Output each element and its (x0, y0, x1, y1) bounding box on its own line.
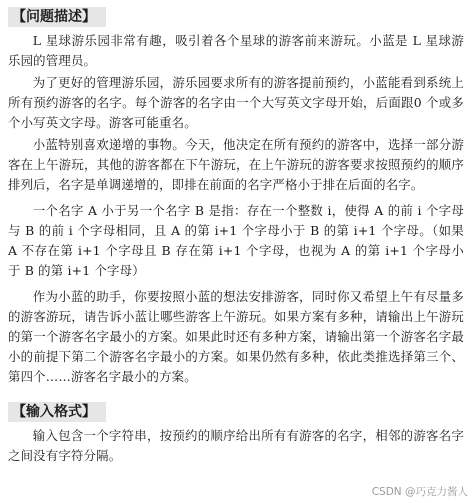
problem-paragraph: 小蓝特别喜欢递增的事物。今天，他决定在所有预约的游客中，选择一部分游客在上午游玩，其他的游客都在下午游玩，在上午游玩的游客要求按照预约的顺序排列后，名字是单调递增的，即排在前面的名字严格小于排在后面的名字。 (8, 137, 464, 192)
input-format-header: 【输入格式】 (8, 402, 106, 422)
problem-description-header: 【问题描述】 (8, 7, 106, 27)
input-paragraph: 输入包含一个字符串，按预约的顺序给出所有有游客的名字，相邻的游客名字之间没有字符分隔。 (8, 428, 464, 463)
csdn-watermark: CSDN @巧克力酱人 (371, 486, 468, 498)
problem-paragraph: 为了更好的管理游乐园，游乐园要求所有的游客提前预约，小蓝能看到系统上所有预约游客的名字。每个游客的名字由一个大写英文字母开始，后面跟0 个或多个小写英文字母。游客可能重名。 (8, 75, 464, 130)
problem-paragraph: 作为小蓝的助手，你要按照小蓝的想法安排游客，同时你又希望上午有尽量多的游客游玩，请告诉小蓝让哪些游客上午游玩。如果方案有多种，请输出上午游玩的第一个游客名字最小的方案。如果此时还有多种方案，请输出第一个游客名字最小的前提下第二个游客名字最小的方案。如果仍然有多种，依此类推选择第三个、第四个……游客名字最小的方案。 (8, 289, 464, 384)
problem-paragraph: L 星球游乐园非常有趣，吸引着各个星球的游客前来游玩。小蓝是 L 星球游乐园的管理员。 (8, 33, 464, 68)
problem-paragraph: 一个名字 A 小于另一个名字 B 是指：存在一个整数 i，使得 A 的前 i 个字母与 B 的前 i 个字母相同，且 A 的第 i+1 个字母小于 B 的第 i+1 个字母。（如果 A 不存在第 i+1 个字母且 B 存在第 i+1 个字母，也视为 A 的第 i+1 个字母小于 B 的第 i+1 个字母） (8, 203, 464, 278)
